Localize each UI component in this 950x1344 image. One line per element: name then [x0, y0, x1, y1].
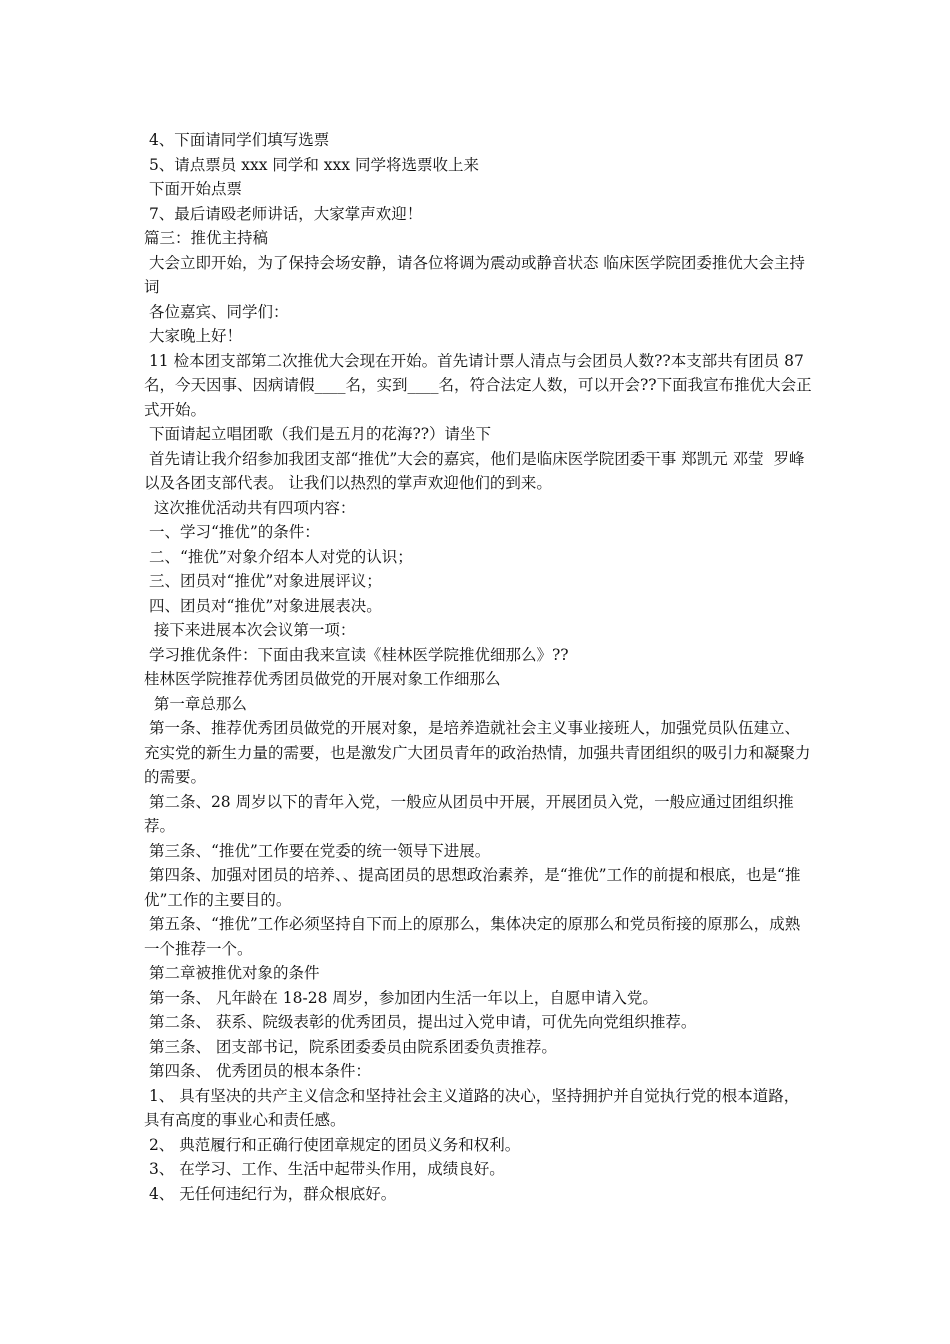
- article-text: 第四条、 优秀团员的根本条件：: [144, 1062, 371, 1080]
- list-item: 三、团员对“推优”对象进展评议；: [144, 572, 382, 590]
- text-line: 下面请起立唱团歌（我们是五月的花海??）请坐下: [144, 425, 492, 443]
- section-heading: 篇三：推优主持稿: [144, 229, 269, 247]
- text-line: 学习推优条件：下面由我来宣读《桂林医学院推优细那么》??: [144, 645, 569, 664]
- chapter-heading: 第二章被推优对象的条件: [144, 964, 320, 982]
- list-item: 3、 在学习、工作、生活中起带头作用，成绩良好。: [144, 1160, 505, 1178]
- article-text: 第一条、 凡年龄在 18-28 周岁，参加团内生活一年以上，自愿申请入党。: [144, 988, 658, 1007]
- text-line: 下面开始点票: [144, 180, 242, 198]
- text-line: 4、下面请同学们填写选票: [144, 131, 330, 149]
- text-line: 接下来进展本次会议第一项：: [144, 621, 356, 639]
- text-line: 11 检本团支部第二次推优大会现在开始。首先请计票人清点与会团员人数??本支部共有团员 87 名，今天因事、因病请假____名，实到____名，符合法定人数，可以开会??下面我宣布推优大会正式开始。: [144, 351, 812, 419]
- list-item: 一、学习“推优”的条件：: [144, 523, 320, 541]
- article-text: 第二条、28 周岁以下的青年入党，一般应从团员中开展，开展团员入党，一般应通过团组织推荐。: [144, 792, 794, 835]
- document-title: 桂林医学院推荐优秀团员做党的开展对象工作细那么: [144, 670, 501, 688]
- text-line: 首先请让我介绍参加我团支部“推优”大会的嘉宾，他们是临床医学院团委干事 郑凯元 邓莹 罗峰 以及各团支部代表。 让我们以热烈的掌声欢迎他们的到来。: [144, 449, 810, 492]
- article-text: 第三条、“推优”工作要在党委的统一领导下进展。: [144, 841, 491, 860]
- text-line: 5、请点票员 xxx 同学和 xxx 同学将选票收上来: [144, 155, 479, 174]
- text-line: 各位嘉宾、同学们：: [144, 302, 289, 321]
- article-text: 第二条、 获系、院级表彰的优秀团员，提出过入党申请，可优先向党组织推荐。: [144, 1013, 697, 1031]
- list-item: 4、 无任何违纪行为，群众根底好。: [144, 1184, 397, 1203]
- chapter-heading: 第一章总那么: [144, 694, 247, 713]
- list-item: 四、团员对“推优”对象进展表决。: [144, 596, 382, 615]
- article-text: 第三条、 团支部书记，院系团委委员由院系团委负责推荐。: [144, 1037, 557, 1056]
- article-text: 第一条、推荐优秀团员做党的开展对象，是培养造就社会主义事业接班人，加强党员队伍建立、充实党的新生力量的需要，也是激发广大团员青年的政治热情，加强共青团组织的吸引力和凝聚力的需要。: [144, 719, 811, 786]
- text-line: 这次推优活动共有四项内容：: [144, 498, 356, 517]
- article-text: 第五条、“推优”工作必须坚持自下而上的原那么，集体决定的原那么和党员衔接的原那么，成熟一个推荐一个。: [144, 915, 801, 958]
- document-body: [144, 128, 814, 1206]
- article-text: 第四条、加强对团员的培养、、提高团员的思想政治素养，是“推优”工作的前提和根底，也是“推优”工作的主要目的。: [144, 866, 801, 909]
- list-item: 二、“推优”对象介绍本人对党的认识；: [144, 547, 413, 566]
- text-line: 大会立即开始，为了保持会场安静，请各位将调为震动或静音状态 临床医学院团委推优大会主持词: [144, 253, 805, 296]
- list-item: 1、 具有坚决的共产主义信念和坚持社会主义道路的决心，坚持拥护并自觉执行党的根本道路，具有高度的事业心和责任感。: [144, 1086, 800, 1129]
- text-line: 7、最后请殴老师讲话，大家掌声欢迎！: [144, 204, 423, 223]
- text-line: 大家晚上好！: [144, 327, 242, 345]
- list-item: 2、 典范履行和正确行使团章规定的团员义务和权利。: [144, 1135, 521, 1154]
